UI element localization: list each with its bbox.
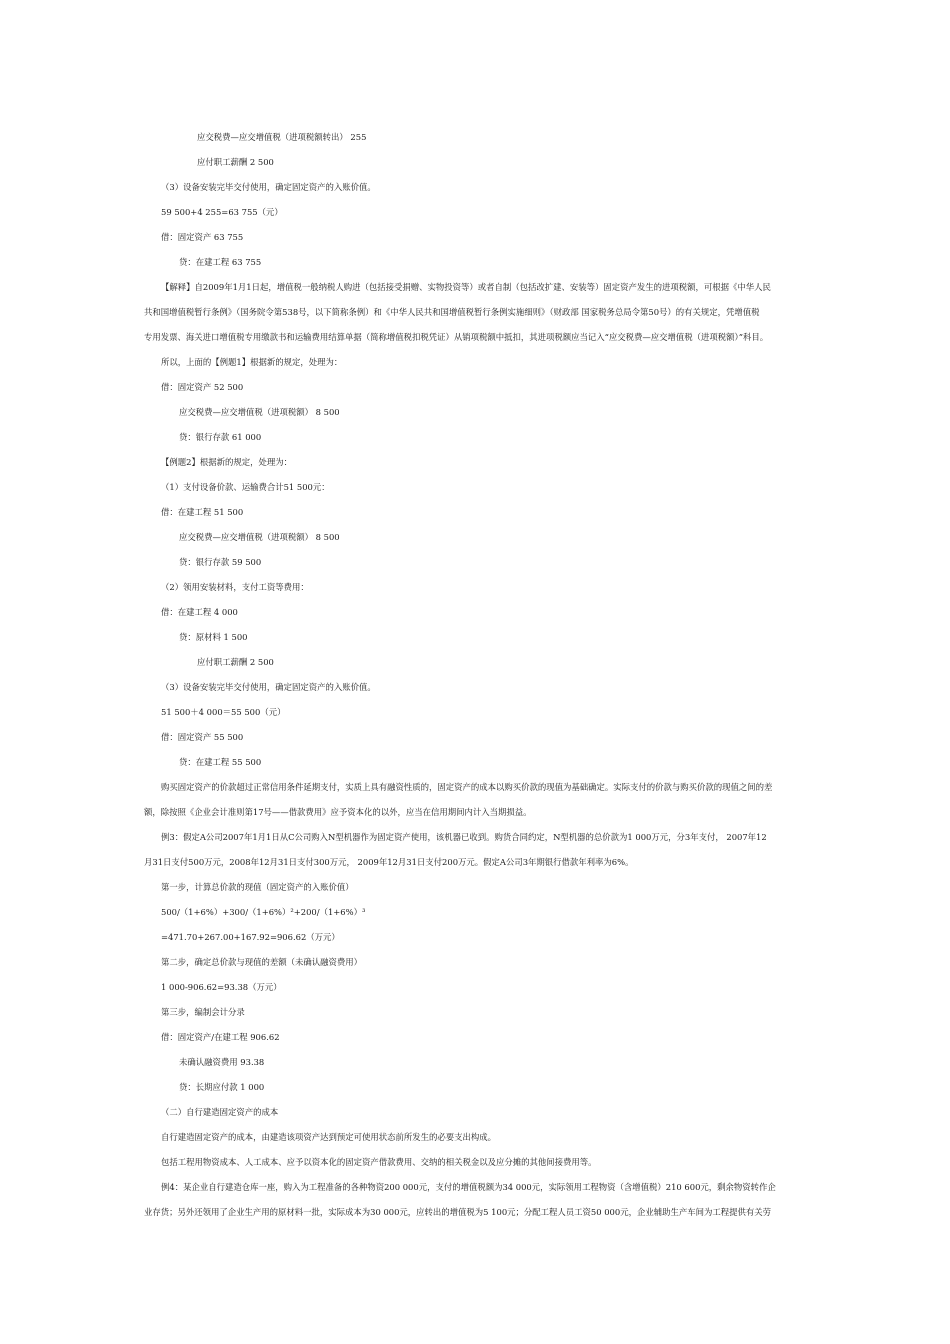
text-line: （1）支付设备价款、运输费合计51 500元：: [161, 482, 330, 492]
text-line: 专用发票、海关进口增值税专用缴款书和运输费用结算单据（简称增值税扣税凭证）从销项税额中抵扣，其进项税额应当记入“应交税费—应交增值税（进项税额）”科目。: [144, 332, 769, 342]
text-line: （3）设备安装完毕交付使用，确定固定资产的入账价值。: [161, 682, 376, 692]
text-line: 应交税费—应交增值税（进项税额） 8 500: [179, 407, 340, 417]
text-line: （3）设备安装完毕交付使用，确定固定资产的入账价值。: [161, 182, 376, 192]
text-line: 59 500+4 255=63 755（元）: [161, 207, 283, 217]
text-line: （二）自行建造固定资产的成本: [161, 1107, 279, 1117]
text-line: 未确认融资费用 93.38: [179, 1057, 265, 1067]
text-line: 51 500＋4 000＝55 500（元）: [161, 707, 286, 717]
text-line: 自行建造固定资产的成本，由建造该项资产达到预定可使用状态前所发生的必要支出构成。: [161, 1132, 496, 1142]
text-line: 借：固定资产/在建工程 906.62: [161, 1032, 280, 1042]
text-line: 贷：原材料 1 500: [179, 632, 248, 642]
text-line: 应付职工薪酬 2 500: [197, 657, 274, 667]
text-line: 应交税费—应交增值税（进项税额转出） 255: [197, 132, 367, 142]
text-line: 【例题2】根据新的规定，处理为：: [161, 457, 292, 467]
text-line: 借：固定资产 55 500: [161, 732, 244, 742]
text-line: 额，除按照《企业会计准则第17号——借款费用》应予资本化的以外，应当在信用期间内计入当期损益。: [144, 807, 532, 817]
text-line: 例3：假定A公司2007年1月1日从C公司购入N型机器作为固定资产使用，该机器已收到。购货合同约定，N型机器的总价款为1 000万元，分3年支付， 2007年12: [161, 832, 767, 842]
text-line: 购买固定资产的价款超过正常信用条件延期支付，实质上具有融资性质的，固定资产的成本以购买价款的现值为基础确定。实际支付的价款与购买价款的现值之间的差: [161, 782, 773, 792]
text-line: 所以，上面的【例题1】根据新的规定，处理为：: [161, 357, 343, 367]
text-line: 借：固定资产 52 500: [161, 382, 244, 392]
text-line: 第一步，计算总价款的现值（固定资产的入账价值）: [161, 882, 354, 892]
text-line: 贷：银行存款 59 500: [179, 557, 262, 567]
text-line: 贷：在建工程 63 755: [179, 257, 262, 267]
text-line: 第二步，确定总价款与现值的差额（未确认融资费用）: [161, 957, 362, 967]
text-line: 借：在建工程 4 000: [161, 607, 238, 617]
text-line: 例4：某企业自行建造仓库一座，购入为工程准备的各种物资200 000元，支付的增值税额为34 000元，实际领用工程物资（含增值税）210 600元，剩余物资转作企: [161, 1182, 776, 1192]
text-line: 应交税费—应交增值税（进项税额） 8 500: [179, 532, 340, 542]
text-line: 月31日支付500万元，2008年12月31日支付300万元， 2009年12月31日支付200万元。假定A公司3年期银行借款年利率为6%。: [144, 857, 634, 867]
text-line: =471.70+267.00+167.92=906.62（万元）: [161, 932, 340, 942]
text-line: 包括工程用物资成本、人工成本、应予以资本化的固定资产借款费用、交纳的相关税金以及应分摊的其他间接费用等。: [161, 1157, 597, 1167]
text-line: 贷：长期应付款 1 000: [179, 1082, 265, 1092]
text-line: 借：固定资产 63 755: [161, 232, 244, 242]
text-line: 共和国增值税暂行条例》（国务院令第538号，以下简称条例）和《中华人民共和国增值税暂行条例实施细则》（财政部 国家税务总局令第50号）的有关规定，凭增值税: [144, 307, 760, 317]
text-line: 1 000-906.62=93.38（万元）: [161, 982, 282, 992]
text-line: （2）领用安装材料，支付工资等费用：: [161, 582, 309, 592]
text-line: 【解释】自2009年1月1日起，增值税一般纳税人购进（包括接受捐赠、实物投资等）或者自制（包括改扩建、安装等）固定资产发生的进项税额，可根据《中华人民: [161, 282, 771, 292]
text-line: 业存货；另外还领用了企业生产用的原材料一批，实际成本为30 000元，应转出的增值税为5 100元；分配工程人员工资50 000元，企业辅助生产车间为工程提供有关劳: [144, 1207, 771, 1217]
text-line: 应付职工薪酬 2 500: [197, 157, 274, 167]
text-line: 贷：银行存款 61 000: [179, 432, 262, 442]
text-line: 500/（1+6%）+300/（1+6%）²+200/（1+6%）³: [161, 907, 366, 917]
text-line: 贷：在建工程 55 500: [179, 757, 262, 767]
text-line: 第三步，编制会计分录: [161, 1007, 245, 1017]
text-line: 借：在建工程 51 500: [161, 507, 244, 517]
